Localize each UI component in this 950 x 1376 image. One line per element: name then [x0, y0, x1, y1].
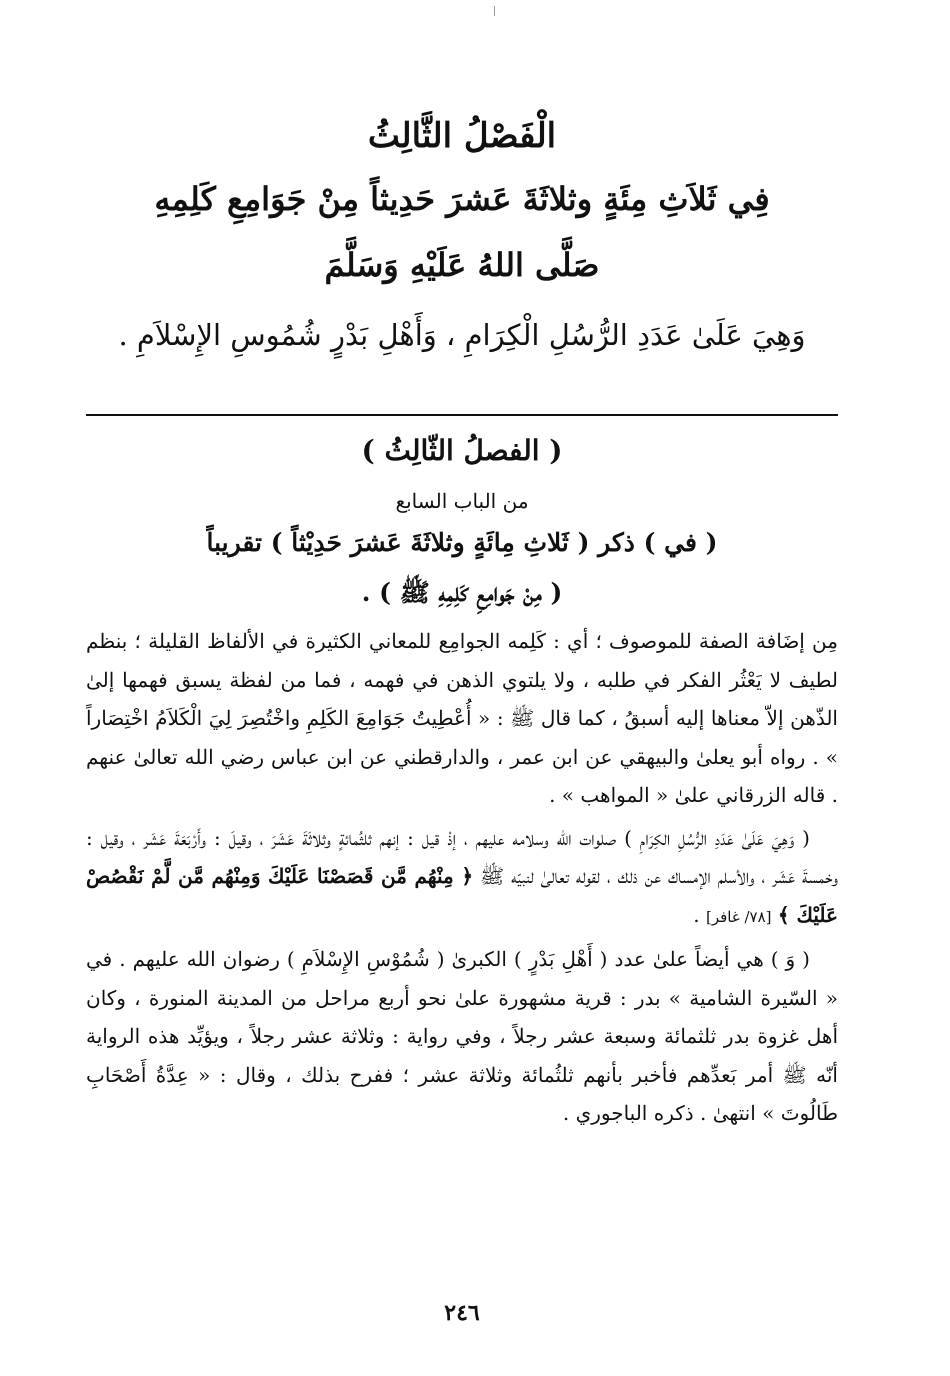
paragraph-2 [86, 819, 838, 937]
page-number: ٢٤٦ [444, 1300, 480, 1326]
chapter-subtitle-2: صَلَّى اللهُ عَلَيْهِ وَسَلَّمَ [324, 246, 600, 284]
chapter-subtitle-1: فِي ثَلاَثِ مِئَةٍ وثلاثَةَ عَشرَ حَدِيثاً مِنْ جَوَامِعِ كَلِمِهِ [154, 180, 770, 218]
commentary-heading-2: ( مِنْ جَوامِعِ كَلِمِهِ ﷺ ) . [361, 578, 563, 607]
paragraph-2-text: ( وَهِيَ عَلَىٰ عَدَدِ الرُّسُلِ الكِرَامِ ) صلوات الله وسلامه عليهم ، إذْ قيل : إنهم ثلثُمائةٍ وثلاثَةَ عَشَرَ ، وقيلَ : وأَرْبَعَةَ عَشَر ، وقيل : وخمسةَ عَشَر ، والأسلم الإمساك عن ذلك ، لقوله تعالىٰ لنبيّه ﷺ [86, 825, 839, 888]
commentary-heading-1: ( في ) ذكر ( ثَلاثِ مِائَةٍ وثلاثَةَ عَشرَ حَدِيْثاً ) تقريباً [206, 528, 718, 557]
bab-label: من الباب السابع [395, 489, 529, 513]
section-divider [86, 414, 838, 416]
chapter-subtitle-3: وَهِيَ عَلَىٰ عَدَدِ الرُّسُلِ الْكِرَامِ ، وَأَهْلِ بَدْرٍ شُمُوسِ الإِسْلاَمِ . [118, 318, 806, 352]
chapter-title: الْفَصْلُ الثَّالِثُ [367, 116, 557, 156]
paragraph-2-end: . [693, 902, 700, 927]
commentary-title: ( الفصلُ الثّالِثُ ) [361, 434, 563, 467]
paragraph-1: مِن إضَافة الصفة للموصوف ؛ أي : كَلِمه الجوامِع للمعاني الكثيرة في الألفاظ القليلة ؛ بنظم لطيف لا يَعْثُر الفكر في طلبه ، ولا يلتوي الذهن في فهمه ، فما من لفظة يسبق فهمها إلىٰ الذّهن إلاّ معناها إليه أسبقُ ، كما قال ﷺ : « أُعْطِيتُ جَوَامِعَ الكَلِمِ واخْتُصِرَ لِيَ الْكَلاَمُ اخْتِصَاراً » . رواه أبو يعلىٰ والبيهقي عن ابن عمر ، والدارقطني عن ابن عباس رضي الله تعالىٰ عنهم . قاله الزرقاني علىٰ « المواهب » . [86, 629, 838, 807]
paragraph-3: ( وَ ) هي أيضاً علىٰ عدد ( أَهْلِ بَدْرٍ ) الكبرىٰ ( شُمُوْسِ الإِسْلاَمِ ) رضوان الله عليهم . في « السّيرة الشامية » بدر : قرية مشهورة علىٰ نحو أربع مراحل من المدينة المنورة ، وكان أهل غزوة بدر ثلثمائة وسبعة عشر رجلاً ، وفي رواية : وثلاثة عشر رجلاً ، ويؤيِّد هذه الرواية أنّه ﷺ أمر بَعدِّهم فأخبر بأنهم ثلثُمائة وثلاثة عشر ؛ ففرح بذلك ، وقال : « عِدَّةُ أَصْحَابِ طَالُوتَ » انتهىٰ . ذكره الباجوري . [86, 947, 838, 1125]
verse-reference: [٧٨/ غافر] [705, 907, 772, 926]
page-body [86, 88, 838, 1358]
quran-verse: ﴿ مِنْهُم مَّن قَصَصْنَا عَلَيْكَ وَمِنْهُم مَّن لَّمْ نَقْصُصْ عَلَيْكَ ﴾ [86, 864, 838, 927]
scan-mark [494, 6, 495, 16]
